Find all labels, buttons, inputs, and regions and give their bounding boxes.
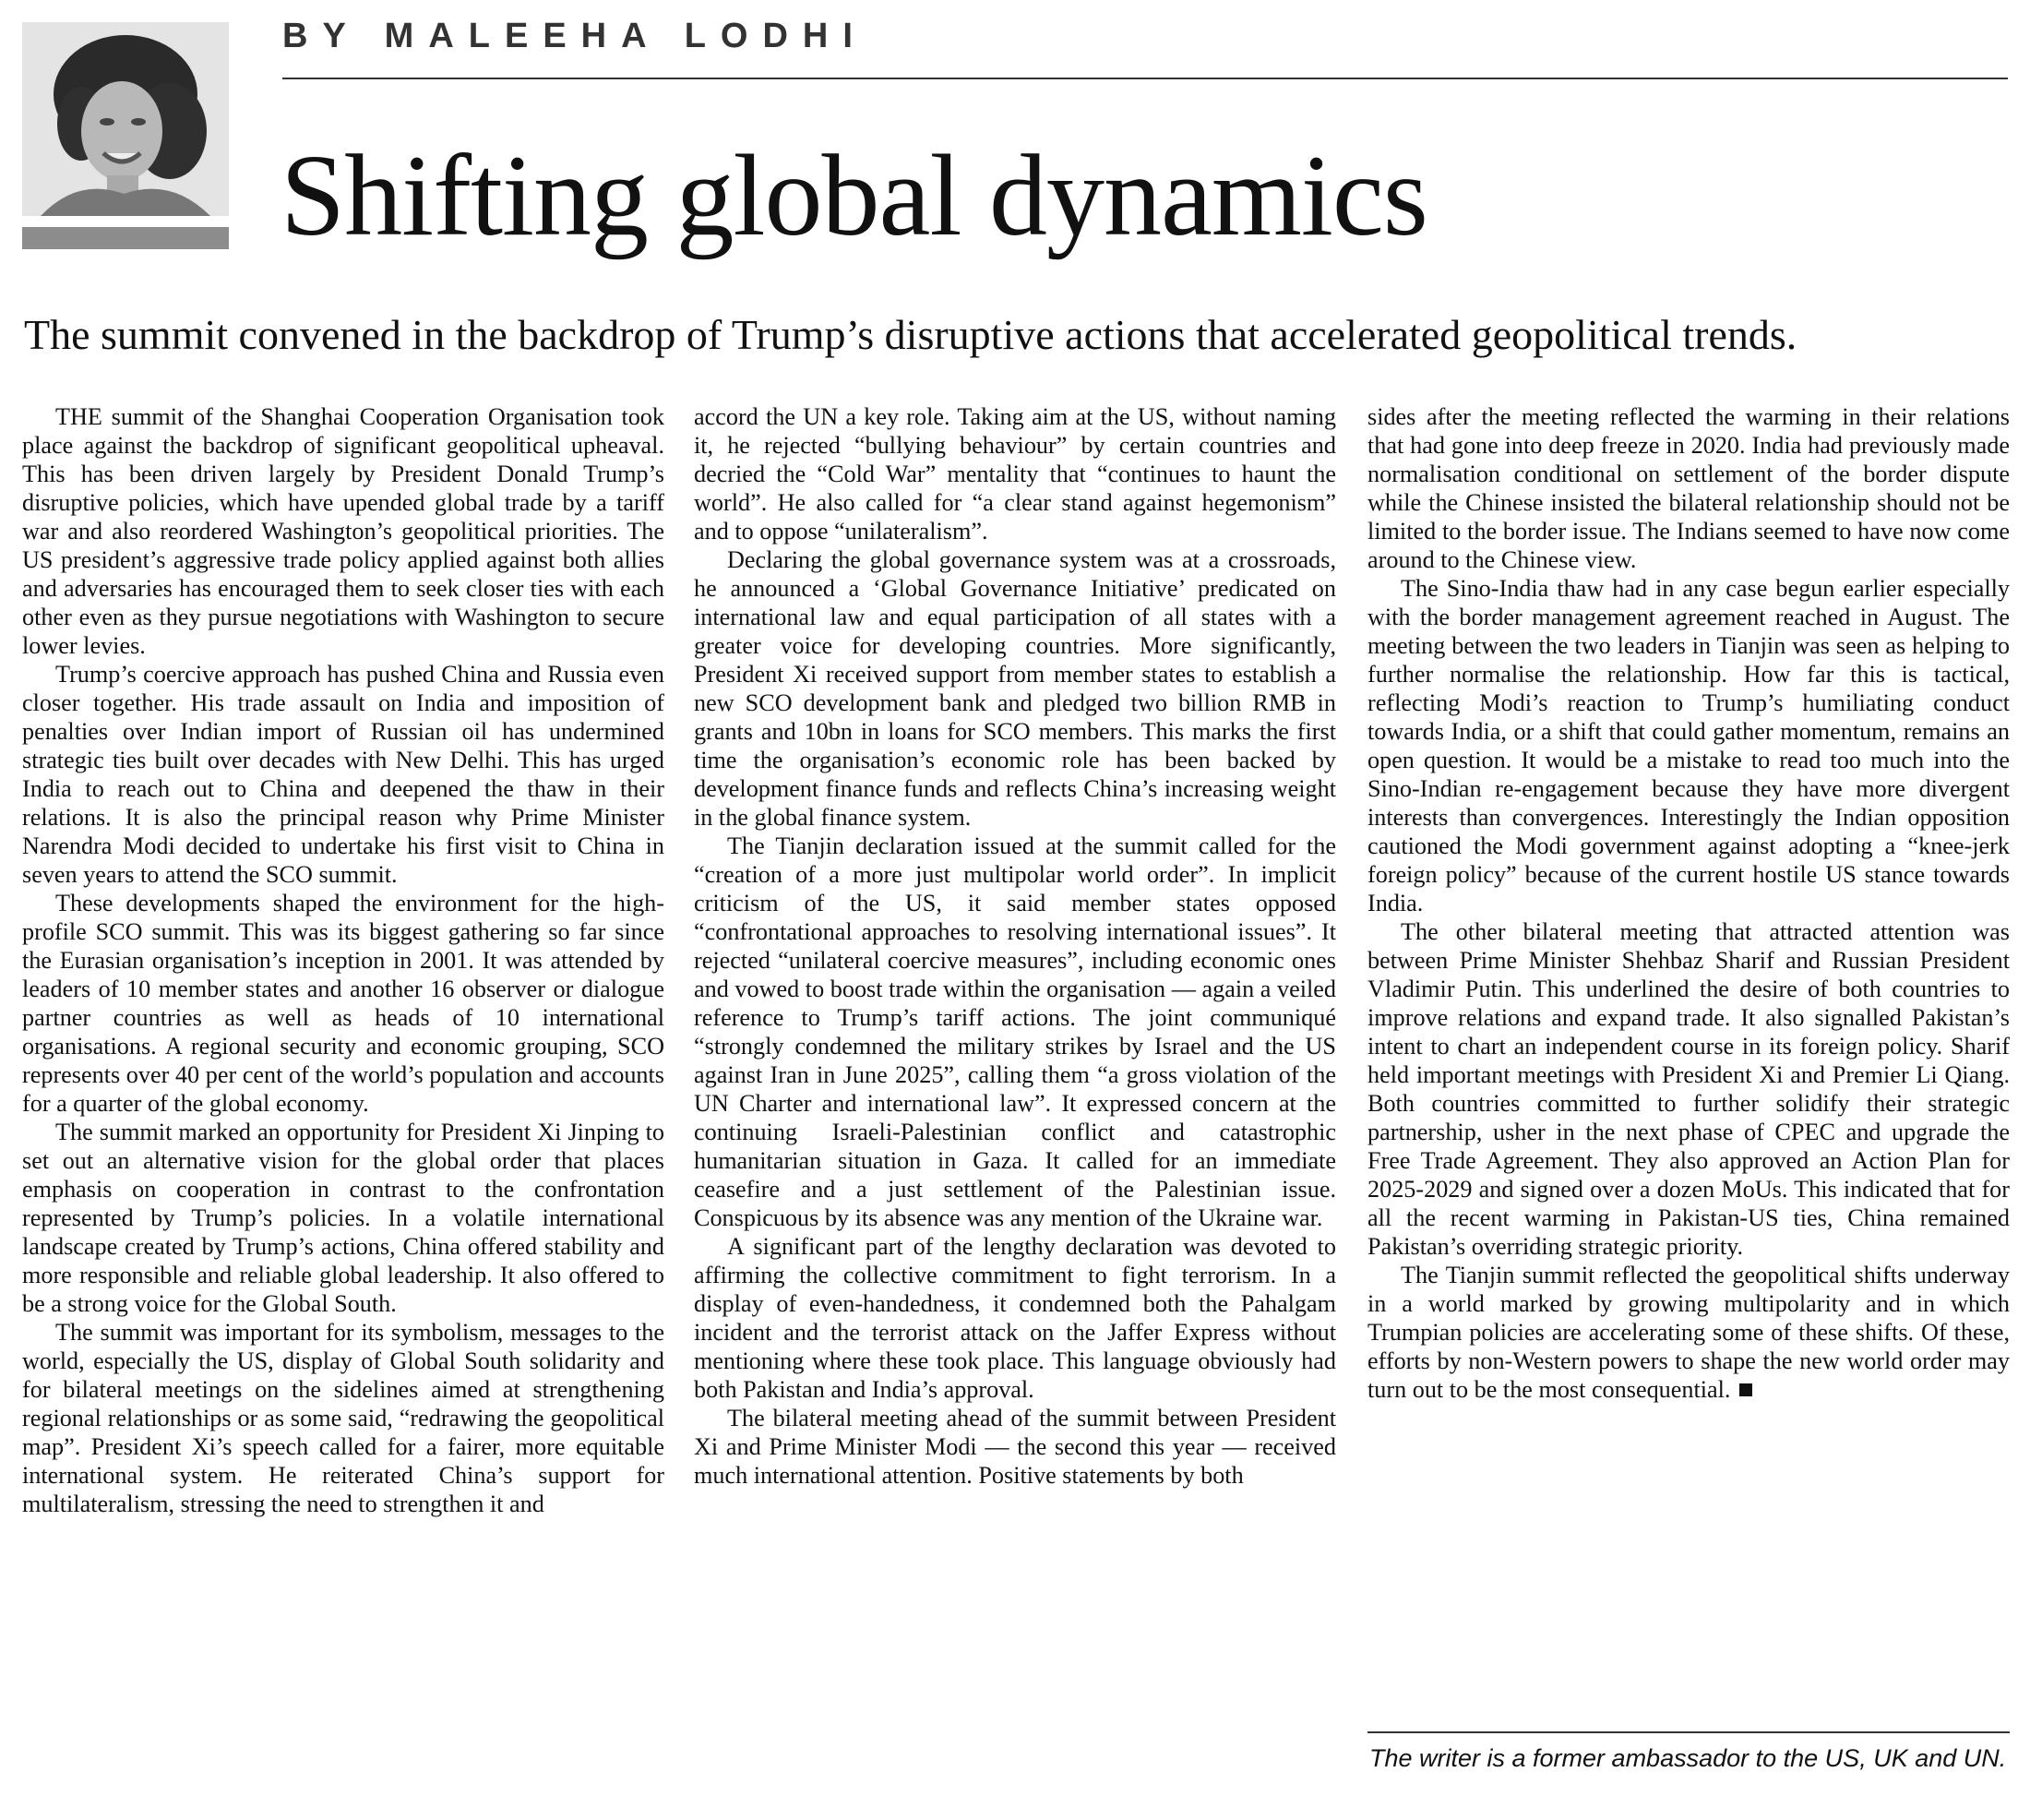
author-photo — [22, 22, 229, 216]
headline: Shifting global dynamics — [281, 132, 1427, 260]
paragraph: The summit marked an opportunity for President Xi Jinping to set out an alternative vision for the global order that places emphasis on cooperation in contrast to the confrontation represented by Trump’s policies. In a volatile international landscape created by Trump’s actions, China offered stability and more responsible and reliable global leadership. It also offered to be a strong voice for the Global South. — [22, 1119, 664, 1317]
article-column-1 — [22, 402, 664, 1809]
header-rule — [282, 78, 2008, 79]
paragraph-text: The Tianjin summit reflected the geopolitical shifts underway in a world marked by growing multipolarity and in which Trumpian policies are accelerating some of these shifts. Of these, efforts by non-Western powers to shape the new world order may turn out to be the most consequential. — [1367, 1262, 2010, 1403]
paragraph: THE summit of the Shanghai Cooperation Organisation took place against the backdrop of significant geopolitical upheaval. This has been driven largely by President Donald Trump’s disruptive policies, which have upended global trade by a tariff war and also reordered Washington’s geopolitical priorities. The US president’s aggressive trade policy applied against both allies and adversaries has encouraged them to seek closer ties with each other even as they pursue negotiations with Washington to secure lower levies. — [22, 403, 664, 659]
paragraph: Trump’s coercive approach has pushed China and Russia even closer together. His trade assault on India and imposition of penalties over Indian import of Russian oil has undermined strategic ties built over decades with New Delhi. This has urged India to reach out to China and deepened the thaw in their relations. It is also the principal reason why Prime Minister Narendra Modi decided to undertake his first visit to China in seven years to attend the SCO summit. — [22, 661, 664, 888]
paragraph: The bilateral meeting ahead of the summit between President Xi and Prime Minister Modi — the second this year — received much international attention. Positive statements by both — [694, 1405, 1336, 1489]
author-footnote: The writer is a former ambassador to the US, UK and UN. — [1369, 1744, 2007, 1772]
paragraph: These developments shaped the environment for the high-profile SCO summit. This was its biggest gathering so far since the Eurasian organisation’s inception in 2001. It was attended by leaders of 10 member states and another 16 observer or dialogue partner countries as well as heads of 10 international organisations. A regional security and economic grouping, SCO represents over 40 per cent of the world’s population and accounts for a quarter of the global economy. — [22, 890, 664, 1117]
last-paragraph — [1367, 1261, 2010, 1404]
paragraph: The other bilateral meeting that attracted attention was between Prime Minister Shehbaz Sharif and Russian President Vladimir Putin. This underlined the desire of both countries to improve relations and expand trade. It also signalled Pakistan’s intent to chart an independent course in its foreign policy. Sharif held important meetings with President Xi and Premier Li Qiang. Both countries committed to further solidify their strategic partnership, usher in the next phase of CPEC and upgrade the Free Trade Agreement. They also approved an Action Plan for 2025-2029 and signed over a dozen MoUs. This indicated that for all the recent warming in Pakistan-US ties, China remained Pakistan’s overriding strategic priority. — [1367, 918, 2010, 1260]
article-column-2 — [694, 402, 1336, 1809]
article-column-3 — [1367, 402, 2010, 1809]
byline: BY MALEEHA LODHI — [282, 17, 867, 55]
paragraph: The Tianjin declaration issued at the summit called for the “creation of a more just multipolar world order”. In implicit criticism of the US, it said member states opposed “confrontational approaches to resolving international issues”. It rejected “unilateral coercive measures”, including economic ones and vowed to boost trade within the organisation — again a veiled reference to Trump’s tariff actions. The joint communiqué “strongly condemned the military strikes by Israel and the US against Iran in June 2025”, calling them “a gross violation of the UN Charter and international law”. It expressed concern at the continuing Israeli-Palestinian conflict and catastrophic humanitarian situation in Gaza. It called for an immediate ceasefire and a just settlement of the Palestinian issue. Conspicuous by its absence was any mention of the Ukraine war. — [694, 832, 1336, 1231]
paragraph-continued: sides after the meeting reflected the warming in their relations that had gone into deep freeze in 2020. India had previously made normalisation conditional on settlement of the border dispute while the Chinese insisted the bilateral relationship should not be limited to the border issue. The Indians seemed to have now come around to the Chinese view. — [1367, 403, 2010, 573]
photo-caption-bar — [22, 227, 229, 249]
footnote-rule — [1367, 1731, 2010, 1733]
paragraph: Declaring the global governance system was at a crossroads, he announced a ‘Global Governance Initiative’ predicated on international law and equal participation of all states with a greater voice for developing countries. More significantly, President Xi received support from member states to establish a new SCO development bank and pledged two billion RMB in grants and 10bn in loans for SCO members. This marks the first time the organisation’s economic role has been backed by development finance funds and reflects China’s increasing weight in the global finance system. — [694, 546, 1336, 831]
paragraph: The Sino-India thaw had in any case begun earlier especially with the border management agreement reached in August. The meeting between the two leaders in Tianjin was seen as helping to further normalise the relationship. How far this is tactical, reflecting Modi’s reaction to Trump’s humiliating conduct towards India, or a shift that could gather momentum, remains an open question. It would be a mistake to read too much into the Sino-Indian re-engagement because they have more divergent interests than convergences. Interestingly the Indian opposition cautioned the Modi government against adopting a “knee-jerk foreign policy” because of the current hostile US stance towards India. — [1367, 575, 2010, 916]
standfirst: The summit convened in the backdrop of Trump’s disruptive actions that accelerated geopolitical trends. — [24, 311, 1797, 358]
paragraph: A significant part of the lengthy declaration was devoted to affirming the collective commitment to fight terrorism. In a display of even-handedness, it condemned both the Pahalgam incident and the terrorist attack on the Jaffer Express without mentioning where these took place. This language obviously had both Pakistan and India’s approval. — [694, 1233, 1336, 1403]
paragraph-continued: accord the UN a key role. Taking aim at the US, without naming it, he rejected “bullying behaviour” by certain countries and decried the “Cold War” mentality that “continues to haunt the world”. He also called for “a clear stand against hegemonism” and to oppose “unilateralism”. — [694, 403, 1336, 545]
paragraph: The summit was important for its symbolism, messages to the world, especially the US, display of Global South solidarity and for bilateral meetings on the sidelines aimed at strengthening regional relationships or as some said, “redrawing the geopolitical map”. President Xi’s speech called for a fairer, more equitable international system. He reiterated China’s support for multilateralism, stressing the need to strengthen it and — [22, 1319, 664, 1517]
end-of-article-icon — [1739, 1383, 1752, 1396]
